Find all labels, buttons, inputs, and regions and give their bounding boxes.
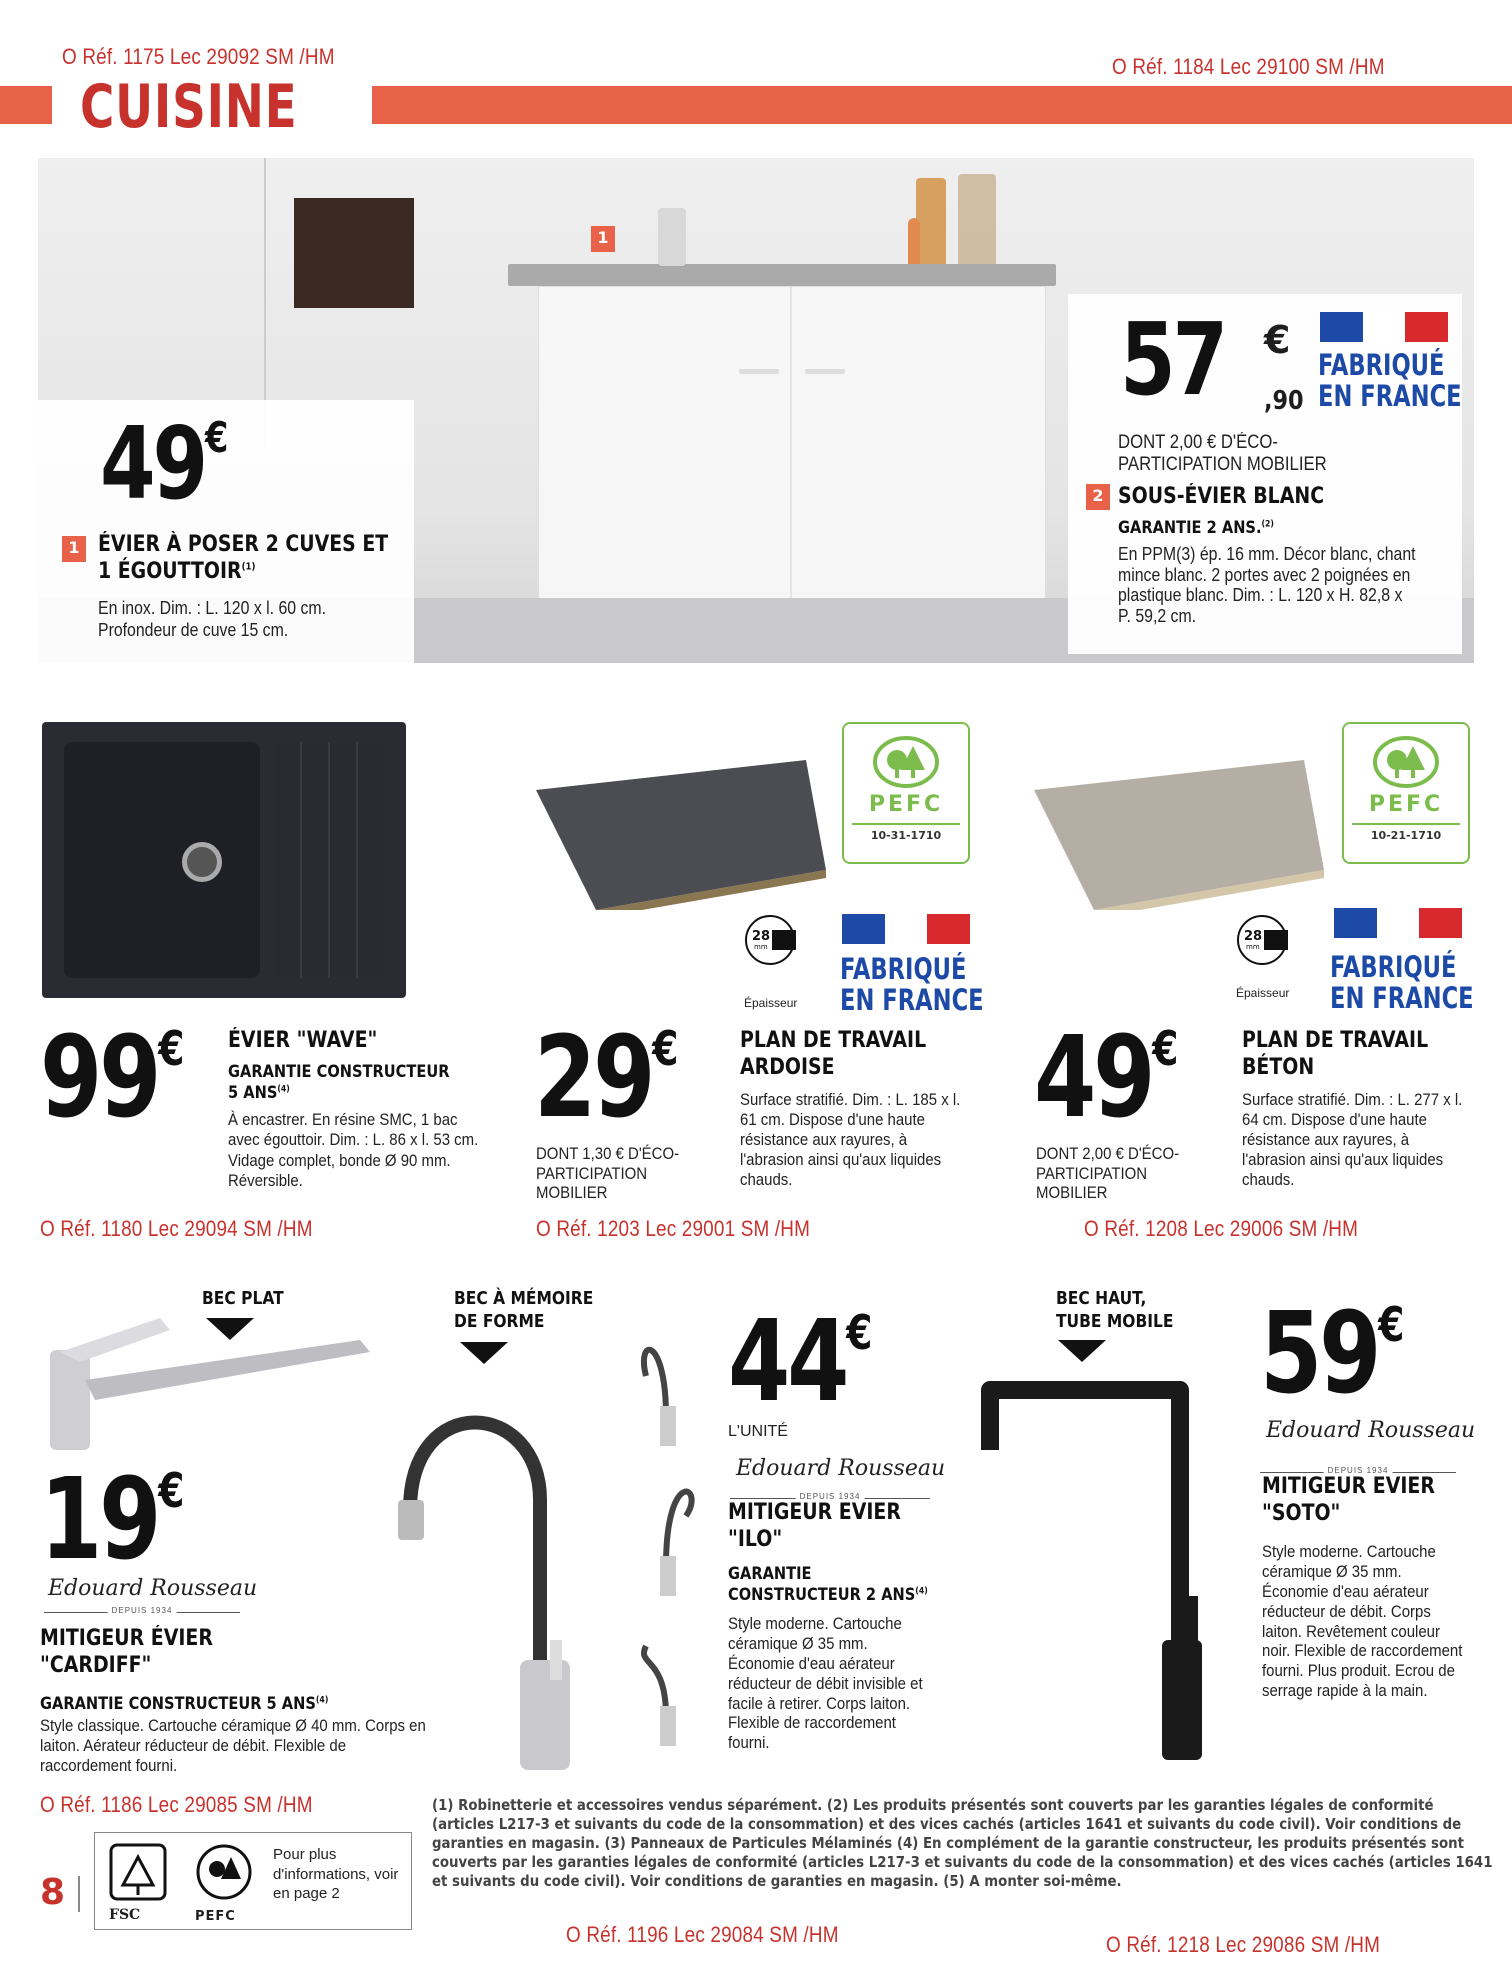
title-ilo: MITIGEUR EVIER "ILO" (728, 1500, 901, 1552)
desc-ilo: Style moderne. Cartouche céramique Ø 35 mm. Économie d'eau aérateur réducteur de débit invisible et facile à retirer. Corps laiton. Flexible de raccordement fourni. (728, 1614, 923, 1753)
desc-evier-a-poser: En inox. Dim. : L. 120 x l. 60 cm. Profondeur de cuve 15 cm. (98, 598, 327, 640)
title-cardiff: MITIGEUR ÉVIER "CARDIFF" (40, 1626, 213, 1678)
arrow-down-icon (460, 1342, 508, 1364)
image-ilo-positions (636, 1316, 716, 1776)
pefc-label: PEFC (195, 1909, 236, 1924)
thickness-label: Épaisseur (744, 996, 798, 1010)
panel-sous-evier (1068, 294, 1462, 654)
cabinet-body (538, 286, 1046, 616)
price-evier-a-poser: 49€ (100, 405, 229, 522)
thickness-icon (744, 914, 810, 974)
price-sous-evier: 57 (1120, 301, 1225, 418)
photo-badge-1: 1 (591, 226, 615, 252)
wall-frame-image (294, 198, 414, 308)
title-evier-a-poser: ÉVIER À POSER 2 CUVES ET 1 ÉGOUTTOIR$^{(1)}$ (98, 532, 389, 584)
price-ilo: 44€ (728, 1297, 873, 1427)
brand-signature: Edouard Rousseau (48, 1576, 258, 1601)
svg-text:28: 28 (752, 929, 771, 944)
price-ardoise: 29€ (534, 1013, 679, 1143)
title-soto: MITIGEUR EVIER "SOTO" (1262, 1474, 1435, 1526)
title-ardoise: PLAN DE TRAVAIL ARDOISE (740, 1028, 927, 1080)
image-plan-ardoise (536, 760, 826, 910)
pefc-badge-beton (1342, 722, 1470, 864)
title-beton: PLAN DE TRAVAIL BÉTON (1242, 1028, 1429, 1080)
ref-ilo: O Réf. 1196 Lec 29084 SM /HM (566, 1922, 839, 1947)
ref-soto: O Réf. 1218 Lec 29086 SM /HM (1106, 1932, 1381, 1957)
spout-cardiff: BEC PLAT (202, 1288, 284, 1309)
pefc-tree-icon (1373, 736, 1439, 788)
image-mitigeur-cardiff (40, 1290, 400, 1458)
brand-signature: Edouard Rousseau (1266, 1418, 1476, 1443)
pefc-badge-ardoise (842, 722, 970, 864)
footnotes: (1) Robinetterie et accessoires vendus séparément. (2) Les produits présentés sont couverts par les garanties légales de conformité (articles L217-3 et suivants du code de la consommation) et des vices cachés (articles 1641 et suivants du code civil). Voir conditions de garanties en magasin. (3) Panneaux de Particules Mélaminés (4) En complément de la garantie constructeur, les produits présentés sont couverts par les garanties légales de conformité (articles L217-3 et suivants du code de la consommation) et des vices cachés (articles 1641 et suivants du code civil). Voir conditions de garanties en magasin. (5) A monter soi-même. (432, 1796, 1493, 1890)
title-sous-evier: SOUS-ÉVIER BLANC (1118, 484, 1325, 509)
ref-top-right: O Réf. 1184 Lec 29100 SM /HM (1112, 54, 1385, 79)
spout-ilo: BEC À MÉMOIRE DE FORME (454, 1288, 594, 1332)
price-decimal-sous-evier: ,90 (1264, 386, 1304, 416)
thickness-label: Épaisseur (1236, 986, 1290, 1000)
price-cardiff: 19€ (40, 1455, 185, 1585)
pefc-label: PEFC (868, 792, 944, 817)
guarantee-cardiff: GARANTIE CONSTRUCTEUR 5 ANS$^{(4)}$ (40, 1694, 329, 1714)
pefc-tree-icon (195, 1843, 253, 1901)
title-wave: ÉVIER "WAVE" (228, 1028, 378, 1053)
desc-sous-evier: En PPM(3) ép. 16 mm. Décor blanc, chant mince blanc. 2 portes avec 2 poignées en plastique blanc. Dim. : L. 120 x H. 82,8 x P. 59,2 cm. (1118, 544, 1416, 626)
sink-top (508, 264, 1056, 286)
fsc-tree-icon (109, 1843, 167, 1901)
flag-france-ardoise (842, 914, 970, 944)
badge-sous-evier: 2 (1086, 484, 1110, 510)
brand-line: DEPUIS 1934 (730, 1498, 930, 1506)
arrow-down-icon (1058, 1340, 1106, 1362)
brand-line: DEPUIS 1934 (44, 1612, 240, 1620)
svg-text:28: 28 (1244, 929, 1263, 944)
ref-cardiff: O Réf. 1186 Lec 29085 SM /HM (40, 1792, 313, 1817)
desc-wave: À encastrer. En résine SMC, 1 bac avec égouttoir. Dim. : L. 86 x l. 53 cm. Vidage complet, bonde Ø 90 mm. Réversible. (228, 1110, 479, 1191)
unit-ilo: L'UNITÉ (728, 1423, 788, 1440)
certification-info: Pour plus d'informations, voir en page 2 (273, 1846, 399, 1902)
flag-france-beton (1334, 908, 1462, 938)
guarantee-sous-evier: GARANTIE 2 ANS.$^{(2)}$ (1118, 518, 1274, 538)
section-title: CUISINE (80, 72, 298, 142)
brand-line: DEPUIS 1934 (1260, 1472, 1456, 1480)
price-soto: 59€ (1260, 1289, 1405, 1419)
brand-signature: Edouard Rousseau (736, 1456, 946, 1481)
certification-box (94, 1832, 412, 1930)
eco-sous-evier: DONT 2,00 € D'ÉCO-PARTICIPATION MOBILIER (1118, 432, 1327, 475)
desc-cardiff: Style classique. Cartouche céramique Ø 40 mm. Corps en laiton. Aérateur réducteur de débit. Flexible de raccordement fourni. (40, 1716, 426, 1775)
page-divider (78, 1876, 80, 1912)
badge-evier-a-poser: 1 (62, 536, 86, 562)
ref-wave: O Réf. 1180 Lec 29094 SM /HM (40, 1216, 313, 1241)
spout-soto: BEC HAUT, TUBE MOBILE (1056, 1288, 1174, 1332)
svg-text:mm: mm (1246, 943, 1260, 951)
price-wave: 99€ (40, 1013, 185, 1143)
svg-text:mm: mm (754, 943, 768, 951)
currency-sous-evier: € (1264, 318, 1291, 362)
fsc-label: FSC (109, 1907, 141, 1923)
page-number: 8 (40, 1872, 66, 1913)
guarantee-ilo: GARANTIE CONSTRUCTEUR 2 ANS$^{(4)}$ (728, 1564, 928, 1606)
ref-top-left: O Réf. 1175 Lec 29092 SM /HM (62, 44, 335, 69)
fabrique-beton: FABRIQUÉ EN FRANCE (1330, 950, 1474, 1016)
desc-beton: Surface stratifié. Dim. : L. 277 x l. 64 cm. Dispose d'une haute résistance aux rayures, à l'abrasion ainsi qu'aux liquides chauds. (1242, 1090, 1463, 1189)
pefc-code: 10-31-1710 (852, 823, 960, 842)
image-mitigeur-soto (980, 1360, 1240, 1780)
image-evier-wave (42, 722, 406, 998)
eco-beton: DONT 2,00 € D'ÉCO-PARTICIPATION MOBILIER (1036, 1144, 1180, 1203)
pefc-tree-icon (873, 736, 939, 788)
faucet-photo (658, 208, 686, 266)
pefc-label: PEFC (1368, 792, 1444, 817)
image-plan-beton (1034, 760, 1324, 910)
flag-france (1320, 312, 1448, 342)
pefc-code: 10-21-1710 (1352, 823, 1460, 842)
ref-beton: O Réf. 1208 Lec 29006 SM /HM (1084, 1216, 1359, 1241)
thickness-icon (1236, 914, 1302, 974)
desc-ardoise: Surface stratifié. Dim. : L. 185 x l. 61 cm. Dispose d'une haute résistance aux rayures, à l'abrasion ainsi qu'aux liquides chauds. (740, 1090, 961, 1189)
fabrique-ardoise: FABRIQUÉ EN FRANCE (840, 952, 984, 1018)
desc-soto: Style moderne. Cartouche céramique Ø 35 mm. Économie d'eau aérateur réducteur de débit. Corps laiton. Revêtement couleur noir. Flexible de raccordement fourni. Plus produit. Ecrou de serrage rapide à la main. (1262, 1542, 1463, 1701)
fabrique-en-france: FABRIQUÉ EN FRANCE (1318, 348, 1462, 414)
accent-bar-right (372, 86, 1512, 124)
guarantee-wave: GARANTIE CONSTRUCTEUR 5 ANS$^{(4)}$ (228, 1062, 450, 1104)
eco-ardoise: DONT 1,30 € D'ÉCO-PARTICIPATION MOBILIER (536, 1144, 680, 1203)
price-beton: 49€ (1034, 1013, 1179, 1143)
ref-ardoise: O Réf. 1203 Lec 29001 SM /HM (536, 1216, 811, 1241)
panel-evier-a-poser (38, 400, 414, 663)
accent-bar-left (0, 86, 52, 124)
